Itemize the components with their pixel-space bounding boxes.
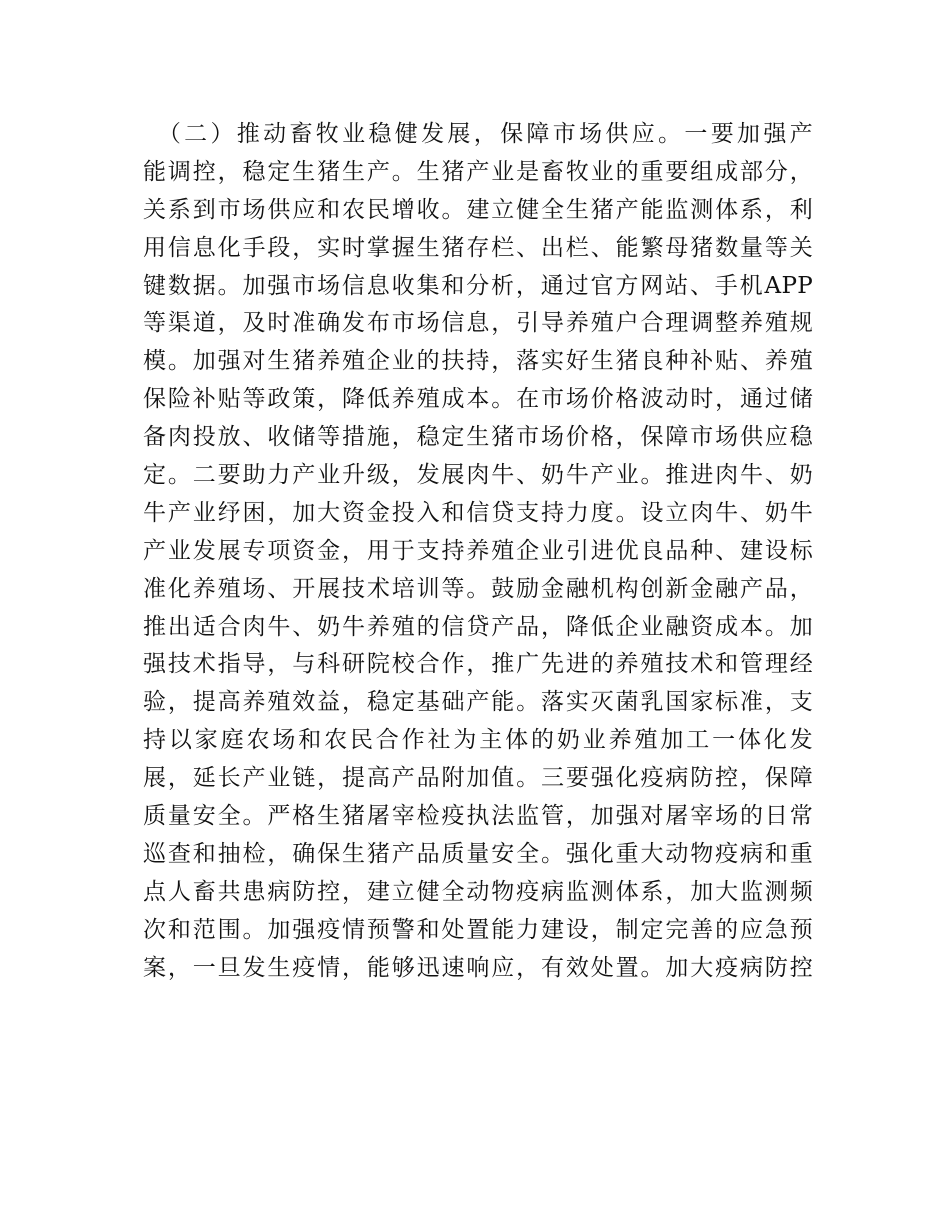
text-line-14: 推出适合肉牛、奶牛养殖的信贷产品，降低企业融资成本。加	[143, 613, 813, 640]
text-line-22: 次和范围。加强疫情预警和处置能力建设，制定完善的应急预	[143, 916, 813, 943]
text-line-16: 验，提高养殖效益，稳定基础产能。落实灭菌乳国家标准，支	[143, 689, 813, 716]
text-line-11: 牛产业纾困，加大资金投入和信贷支持力度。设立肉牛、奶牛	[143, 499, 813, 526]
text-line-9: 备肉投放、收储等措施，稳定生猪市场价格，保障市场供应稳	[143, 424, 813, 451]
text-line-17: 持以家庭农场和农民合作社为主体的奶业养殖加工一体化发	[143, 727, 813, 754]
text-line-15: 强技术指导，与科研院校合作，推广先进的养殖技术和管理经	[143, 651, 813, 678]
text-line-7: 模。加强对生猪养殖企业的扶持，落实好生猪良种补贴、养殖	[143, 348, 813, 375]
text-line-13: 准化养殖场、开展技术培训等。鼓励金融机构创新金融产品，	[143, 575, 813, 602]
text-line-8: 保险补贴等政策，降低养殖成本。在市场价格波动时，通过储	[143, 386, 813, 413]
text-line-10: 定。二要助力产业升级，发展肉牛、奶牛产业。推进肉牛、奶	[143, 462, 813, 489]
text-line-19: 质量安全。严格生猪屠宰检疫执法监管，加强对屠宰场的日常	[143, 803, 813, 830]
body-paragraph	[143, 116, 813, 987]
text-line-6: 等渠道，及时准确发布市场信息，引导养殖户合理调整养殖规	[143, 310, 813, 337]
text-line-21: 点人畜共患病防控，建立健全动物疫病监测体系，加大监测频	[143, 878, 813, 905]
text-line-2: 能调控，稳定生猪生产。生猪产业是畜牧业的重要组成部分，	[143, 158, 813, 185]
text-line-1: （二）推动畜牧业稳健发展，保障市场供应。一要加强产	[143, 121, 813, 147]
text-line-4: 用信息化手段，实时掌握生猪存栏、出栏、能繁母猪数量等关	[143, 234, 813, 261]
text-line-20: 巡查和抽检，确保生猪产品质量安全。强化重大动物疫病和重	[143, 840, 813, 867]
text-line-18: 展，延长产业链，提高产品附加值。三要强化疫病防控，保障	[143, 765, 813, 792]
text-line-23: 案，一旦发生疫情，能够迅速响应，有效处置。加大疫病防控	[143, 954, 813, 981]
text-line-12: 产业发展专项资金，用于支持养殖企业引进优良品种、建设标	[143, 537, 813, 564]
text-line-3: 关系到市场供应和农民增收。建立健全生猪产能监测体系，利	[143, 196, 813, 223]
text-line-5: 键数据。加强市场信息收集和分析，通过官方网站、手机APP	[143, 272, 813, 299]
